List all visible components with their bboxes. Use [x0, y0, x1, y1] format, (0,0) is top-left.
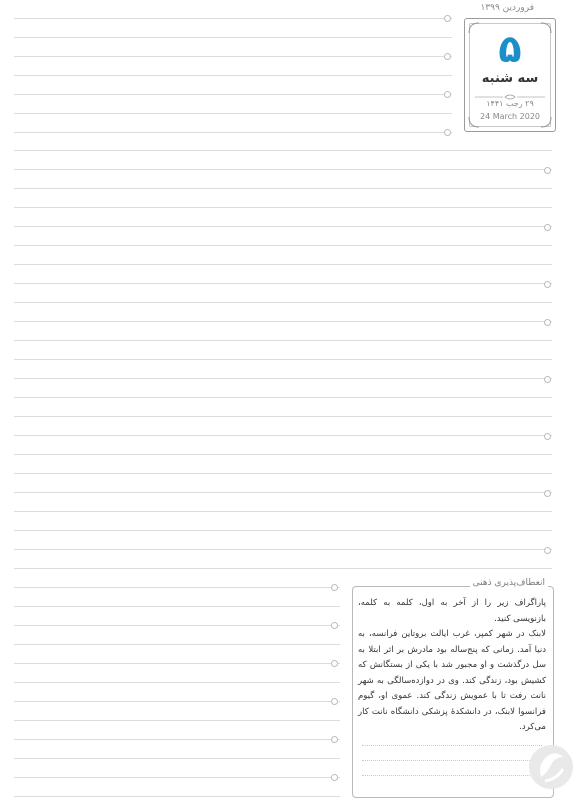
weekday-label: سه شنبه — [481, 71, 539, 86]
exercise-title: انعطاف‌پذیری ذهنی — [470, 578, 548, 588]
month-year-label: فروردین ۱۳۹۹ — [480, 3, 534, 13]
hijri-date: ۲۹ رجب ۱۴۴۱ — [486, 99, 534, 108]
gregorian-date: 24 March 2020 — [479, 112, 540, 121]
publisher-logo-icon — [527, 743, 575, 791]
exercise-text — [358, 596, 546, 736]
exercise-instruction: پاراگراف زیر را از آخر به اول، کلمه به کلمه، بازنویسی کنید. — [358, 598, 546, 624]
day-number: ۵ — [498, 27, 522, 71]
date-box — [464, 18, 556, 132]
exercise-passage: لابنک در شهر کمپر، غرب ایالت بروتاین فرانسه، به دنیا آمد. زمانی که پنج‌ساله بود مادرش بر اثر ابتلا به سل درگذشت و او مجبور شد با یکی از بستگانش که کشیش بود، زندگی کند. وی در دوازده‌سالگی به شهر نانت رفت تا با عمویش زندگی کند. عموی او، گیوم فرانسوا لابنک، در دانشکدهٔ پزشکی دانشگاه نانت کار می‌کرد. — [358, 629, 546, 732]
